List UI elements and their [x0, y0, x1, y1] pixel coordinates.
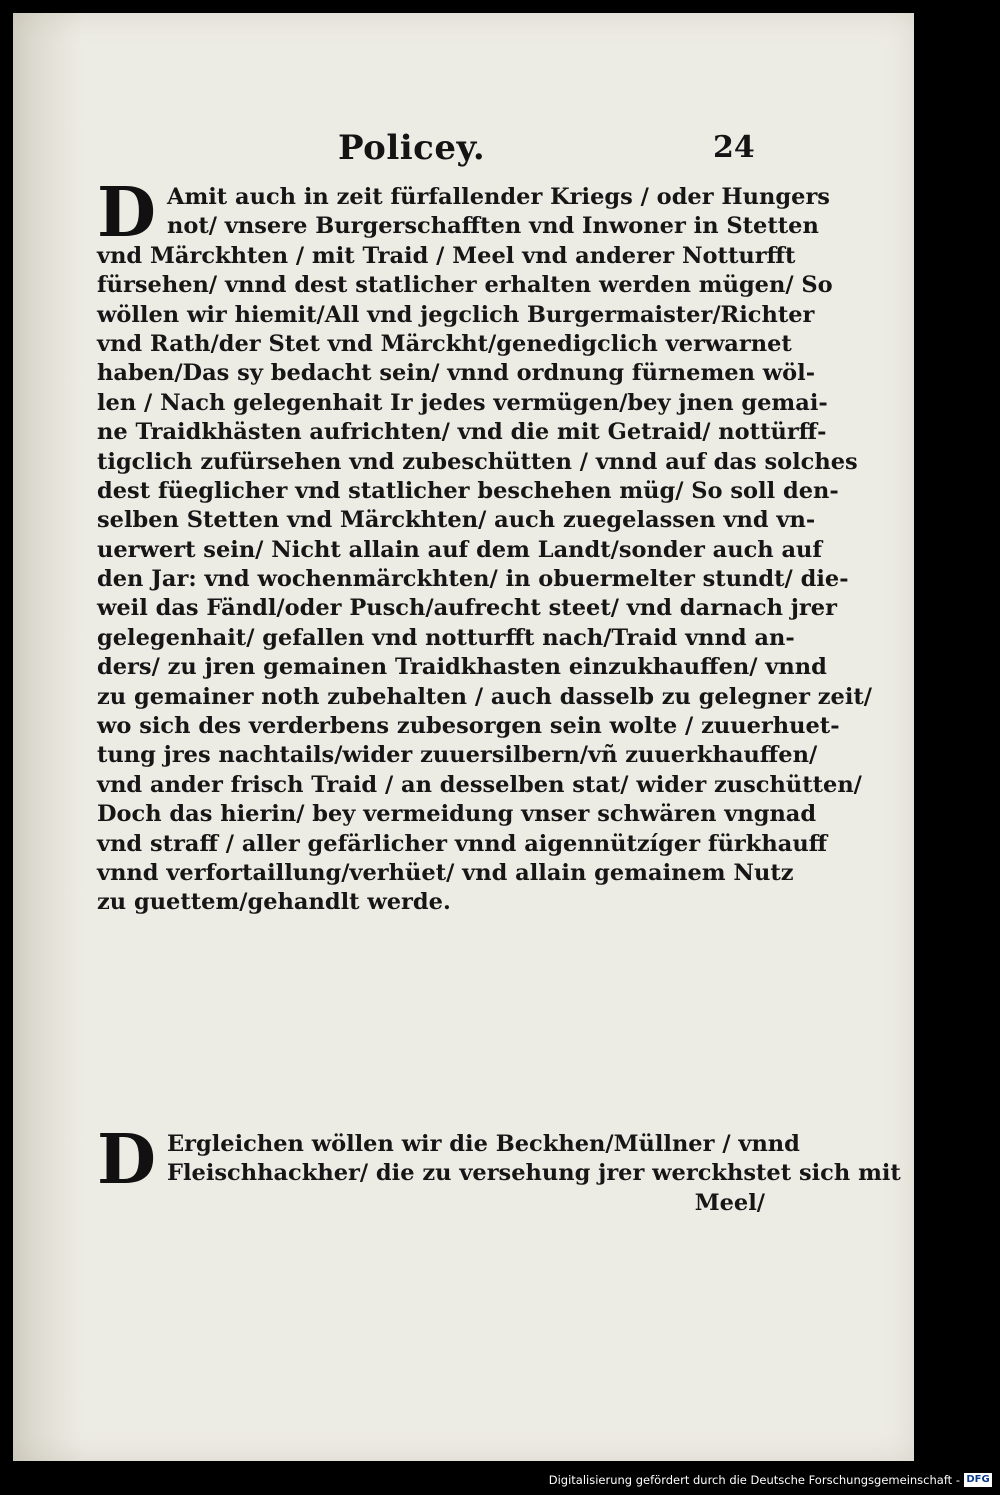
text-line: uerwert sein/ Nicht allain auf dem Landt/sonder auch auf	[97, 536, 823, 563]
text-line: tung jres nachtails/wider zuuersilbern/vñ zuuerkhauffen/	[97, 742, 818, 769]
text-line: vnd ander frisch Traid / an desselben stat/ wider zuschütten/	[97, 771, 862, 798]
page-number: 24	[713, 130, 755, 165]
text-line: Ergleichen wöllen wir die Beckhen/Müllner / vnnd	[167, 1131, 800, 1157]
text-line: gelegenhait/ gefallen vnd notturfft nach/Traid vnnd an-	[97, 624, 795, 651]
paragraph-1	[97, 173, 873, 918]
drop-cap-initial: D	[97, 1120, 156, 1200]
text-line: Amit auch in zeit fürfallender Kriegs / oder Hungers	[167, 184, 830, 210]
catchword: Meel/	[694, 1189, 765, 1216]
text-line: fürsehen/ vnnd dest statlicher erhalten werden mügen/ So	[97, 272, 833, 299]
text-line: ne Traidkhästen aufrichten/ vnd die mit Getraid/ nottürff-	[97, 419, 827, 446]
text-line: not/ vnsere Burgerschafften vnd Inwoner in Stetten	[167, 213, 819, 240]
text-line: weil das Fändl/oder Pusch/aufrecht steet/ vnd darnach jrer	[97, 595, 837, 622]
funding-footer	[549, 1467, 992, 1493]
text-line: Doch das hierin/ bey vermeidung vnser schwären vngnad	[97, 801, 817, 828]
page-gutter-shadow	[13, 13, 83, 1461]
text-line: tigclich zufürsehen vnd zubeschütten / vnnd auf das solches	[97, 448, 858, 475]
book-page	[13, 13, 914, 1461]
text-line: haben/Das sy bedacht sein/ vnnd ordnung fürnemen wöl-	[97, 360, 816, 387]
text-line: vnd Rath/der Stet vnd Märckht/genedigclich verwarnet	[97, 330, 792, 357]
text-line: dest füeglicher vnd statlicher beschehen müg/ So soll den-	[97, 477, 839, 504]
dfg-logo-icon: DFG	[964, 1473, 992, 1487]
text-line: vnd Märckhten / mit Traid / Meel vnd anderer Notturfft	[97, 242, 796, 269]
text-line: Fleischhackher/ die zu versehung jrer werckhstet sich mit	[167, 1160, 901, 1187]
text-line: ders/ zu jren gemainen Traidkhasten einzukhauffen/ vnnd	[97, 654, 827, 681]
paragraph-2	[97, 1120, 901, 1218]
text-line: zu gemainer noth zubehalten / auch dasselb zu gelegner zeit/	[97, 683, 873, 710]
page-header	[13, 128, 914, 178]
text-line: den Jar: vnd wochenmärckhten/ in obuermelter stundt/ die-	[97, 566, 849, 593]
text-line: vnd straff / aller gefärlicher vnnd aigennützíger fürkhauff	[97, 830, 828, 857]
text-line: selben Stetten vnd Märckhten/ auch zuegelassen vnd vn-	[97, 507, 816, 534]
funding-credit-text: Digitalisierung gefördert durch die Deutsche Forschungsgemeinschaft -	[548, 1473, 960, 1487]
drop-cap-initial: D	[97, 173, 156, 253]
text-line: wöllen wir hiemit/All vnd jegclich Burgermaister/Richter	[97, 301, 815, 328]
running-title: Policey.	[338, 128, 486, 168]
text-line: vnnd verfortaillung/verhüet/ vnd allain gemainem Nutz	[97, 859, 794, 886]
text-line: zu guettem/gehandlt werde.	[97, 889, 451, 916]
text-line: len / Nach gelegenhait Ir jedes vermügen/bey jnen gemai-	[97, 389, 828, 416]
text-line: wo sich des verderbens zubesorgen sein wolte / zuuerhuet-	[97, 713, 840, 740]
